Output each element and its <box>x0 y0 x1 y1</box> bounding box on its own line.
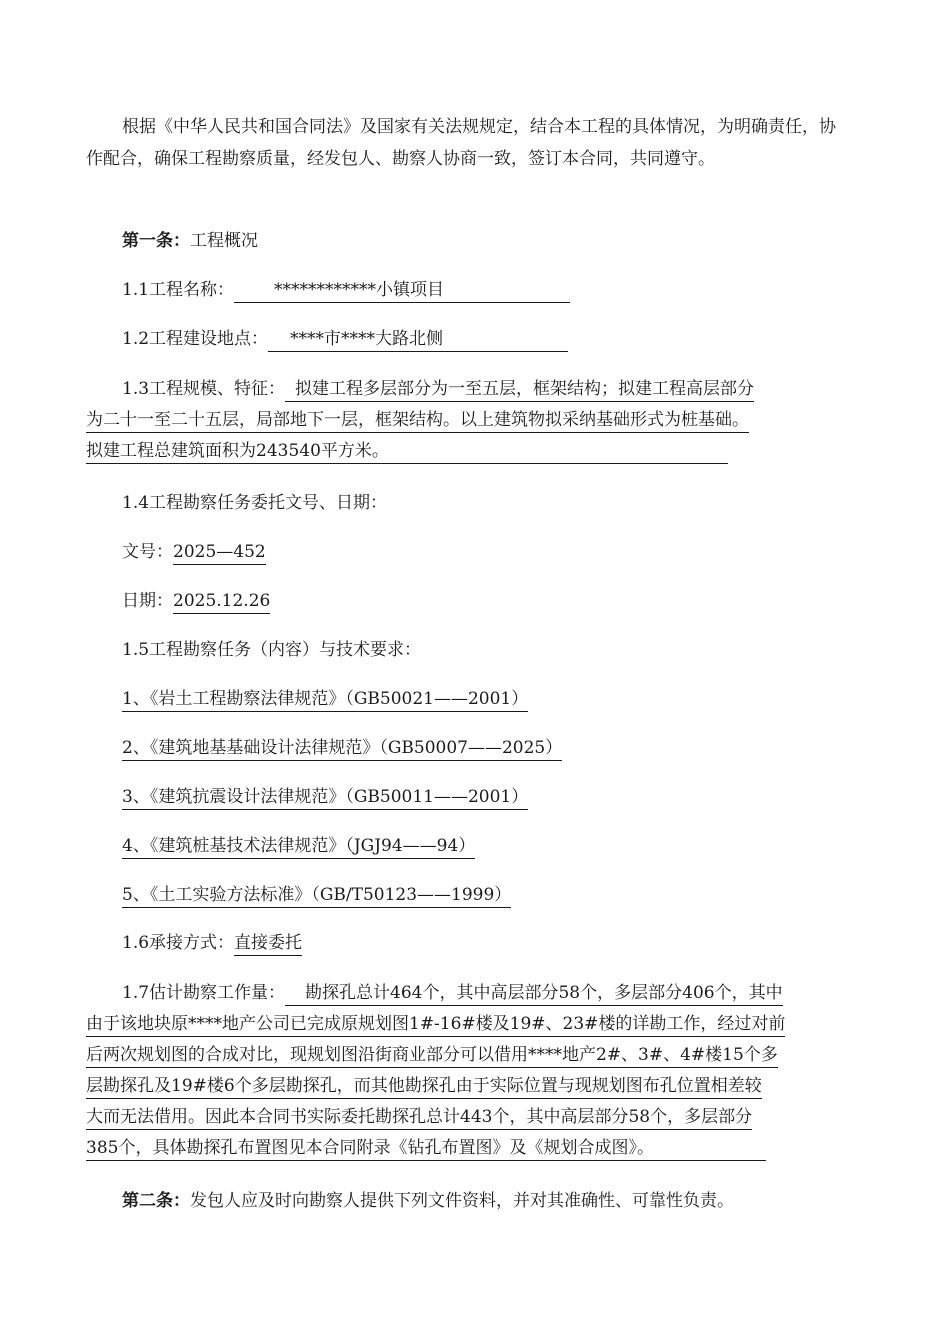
scale-value-line2: 为二十一至二十五层，局部地下一层，框架结构。以上建筑物拟采纳基础形式为桩基础。 <box>86 409 749 433</box>
workload-cont <box>86 1044 778 1068</box>
project-name-value: ************小镇项目 <box>234 279 570 303</box>
article-1-title: 工程概况 <box>190 231 258 251</box>
item-1-2 <box>122 328 568 352</box>
contract-mode-label: 1.6承接方式： <box>122 933 235 953</box>
workload-cont <box>86 1075 762 1099</box>
item-1-3-cont2 <box>86 440 728 464</box>
scale-label: 1.3工程规模、特征： <box>122 379 286 399</box>
article-2-text: 发包人应及时向勘察人提供下列文件资料，并对其准确性、可靠性负责。 <box>190 1191 734 1211</box>
standard-item <box>122 786 528 810</box>
article-1-heading: 第一条： <box>122 231 190 251</box>
workload-cont <box>86 1013 785 1037</box>
item-1-5: 1.5工程勘察任务（内容）与技术要求： <box>122 640 422 660</box>
standard-text: 4、《建筑桩基技术法律规范》（JGJ94——94） <box>122 835 475 859</box>
workload-line3: 后两次规划图的合成对比，现规划图沿街商业部分可以借用****地产2#、3#、4#楼15个多 <box>86 1044 778 1068</box>
location-value: ****市****大路北侧 <box>268 328 568 352</box>
item-1-3 <box>122 378 754 402</box>
item-1-1 <box>122 279 570 303</box>
item-1-3-cont <box>86 409 749 433</box>
doc-number <box>122 541 266 565</box>
item-1-4: 1.4工程勘察任务委托文号、日期： <box>122 493 388 513</box>
item-1-7 <box>122 982 783 1006</box>
doc-number-label: 文号： <box>122 542 173 562</box>
location-label: 1.2工程建设地点： <box>122 329 269 349</box>
standard-item <box>122 835 475 859</box>
standard-item <box>122 884 511 908</box>
standard-text: 1、《岩土工程勘察法律规范》（GB50021——2001） <box>122 688 528 712</box>
workload-cont <box>86 1106 752 1130</box>
standard-text: 5、《土工实验方法标准》（GB/T50123——1999） <box>122 884 511 908</box>
article-2-heading: 第二条： <box>122 1191 190 1211</box>
doc-date-label: 日期： <box>122 591 173 611</box>
doc-date-value: 2025.12.26 <box>173 590 270 614</box>
scale-value-line1: 拟建工程多层部分为一至五层，框架结构；拟建工程高层部分 <box>285 378 754 402</box>
workload-label: 1.7估计勘察工作量： <box>122 983 286 1003</box>
workload-line4: 层勘探孔及19#楼6个多层勘探孔，而其他勘探孔由于实际位置与现规划图布孔位置相差较 <box>86 1075 762 1099</box>
workload-line6: 385个，具体勘探孔布置图见本合同附录《钻孔布置图》及《规划合成图》。 <box>86 1137 766 1161</box>
standard-item <box>122 737 562 761</box>
doc-date <box>122 590 270 614</box>
contract-mode-value: 直接委托 <box>234 932 302 956</box>
intro-paragraph: 根据《中华人民共和国合同法》及国家有关法规规定，结合本工程的具体情况，为明确责任，协作配合，确保工程勘察质量，经发包人、勘察人协商一致，签订本合同，共同遵守。 <box>86 117 836 169</box>
standard-text: 3、《建筑抗震设计法律规范》（GB50011——2001） <box>122 786 528 810</box>
workload-line2: 由于该地块原****地产公司已完成原规划图1#-16#楼及19#、23#楼的详勘工作，经过对前 <box>86 1013 785 1037</box>
project-name-label: 1.1工程名称： <box>122 280 235 300</box>
standard-item <box>122 688 528 712</box>
item-1-6 <box>122 932 302 956</box>
scale-value-line3: 拟建工程总建筑面积为243540平方米。 <box>86 440 728 464</box>
doc-number-value: 2025—452 <box>173 541 266 565</box>
workload-line5: 大而无法借用。因此本合同书实际委托勘探孔总计443个，其中高层部分58个，多层部分 <box>86 1106 752 1130</box>
article-2 <box>122 1190 734 1212</box>
workload-line1: 勘探孔总计464个，其中高层部分58个，多层部分406个，其中 <box>285 982 783 1006</box>
article-1 <box>122 230 258 252</box>
standard-text: 2、《建筑地基基础设计法律规范》（GB50007——2025） <box>122 737 562 761</box>
workload-cont <box>86 1137 766 1161</box>
